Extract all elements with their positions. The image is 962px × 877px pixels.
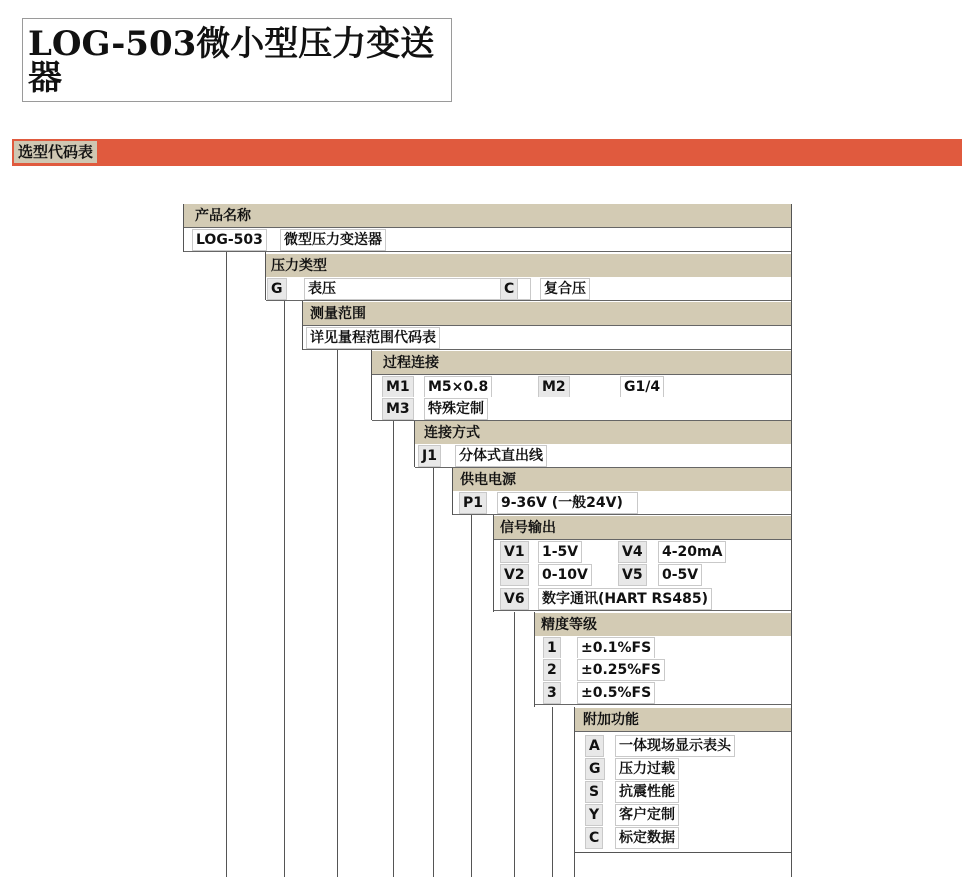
range-row: [303, 326, 791, 350]
j1-desc: 分体式直出线: [455, 445, 547, 467]
fa-code: A: [585, 735, 604, 757]
tree-line: [433, 467, 434, 877]
v5-code: V5: [618, 564, 647, 586]
accuracy-header-row: [535, 613, 791, 637]
pt-g-desc: 表压: [304, 278, 531, 300]
m1-desc: M5×0.8: [424, 376, 492, 398]
process-header-row: [372, 351, 791, 375]
pressure-type-header-row: [266, 254, 791, 278]
connection-header-row: [415, 421, 791, 445]
tree-line: [471, 515, 472, 877]
page-title: LOG-503微小型压力变送器: [28, 24, 435, 98]
product-code: LOG-503: [192, 229, 267, 251]
v2-code: V2: [500, 564, 529, 586]
fg-code: G: [585, 758, 605, 780]
product-header: 产品名称: [195, 208, 251, 224]
a2-code: 2: [543, 659, 561, 681]
product-desc: 微型压力变送器: [280, 229, 386, 251]
extra-row-y: [575, 803, 791, 827]
a2-desc: ±0.25%FS: [577, 659, 665, 681]
range-header: 测量范围: [310, 306, 366, 322]
pressure-type-header: 压力类型: [271, 258, 327, 274]
power-row: [453, 491, 791, 515]
fs-code: S: [585, 781, 603, 803]
signal-header: 信号输出: [500, 520, 556, 536]
range-header-row: [303, 302, 791, 326]
v1-desc: 1-5V: [538, 541, 582, 563]
p1-desc: 9-36V (一般24V): [497, 492, 638, 514]
extra-header-row: [575, 708, 791, 732]
a1-desc: ±0.1%FS: [577, 637, 655, 659]
v6-desc: 数字通讯(HART RS485): [538, 588, 712, 610]
process-row-2: [372, 397, 791, 421]
pt-c-code: C: [500, 278, 518, 300]
v1-code: V1: [500, 541, 529, 563]
j1-code: J1: [418, 445, 441, 467]
fa-desc: 一体现场显示表头: [615, 735, 735, 757]
v2-desc: 0-10V: [538, 564, 592, 586]
a1-code: 1: [543, 637, 561, 659]
m3-code: M3: [382, 398, 414, 420]
accuracy-row-1: [535, 636, 791, 660]
v6-code: V6: [500, 588, 529, 610]
tree-line: [337, 350, 338, 877]
extra-row-g: [575, 757, 791, 781]
accuracy-row-2: [535, 658, 791, 682]
tree-line: [514, 612, 515, 877]
signal-row-2: [494, 563, 791, 587]
fg-desc: 压力过载: [615, 758, 679, 780]
signal-header-row: [494, 516, 791, 540]
a3-desc: ±0.5%FS: [577, 682, 655, 704]
signal-row-3: [494, 587, 791, 611]
accuracy-row-3: [535, 681, 791, 705]
title-box: [22, 18, 452, 102]
tree-line: [393, 420, 394, 877]
v4-code: V4: [618, 541, 647, 563]
fc-desc: 标定数据: [615, 827, 679, 849]
extra-row-c: [575, 826, 791, 850]
range-desc: 详见量程范围代码表: [306, 327, 440, 349]
connection-row: [415, 444, 791, 468]
tree-line: [552, 707, 553, 877]
m3-desc: 特殊定制: [424, 398, 488, 420]
accuracy-header: 精度等级: [541, 617, 597, 633]
p1-code: P1: [459, 492, 487, 514]
product-row: [184, 228, 791, 252]
extra-header: 附加功能: [583, 712, 639, 728]
tree-line: [284, 300, 285, 877]
fc-code: C: [585, 827, 603, 849]
tree-line: [791, 204, 792, 877]
pt-c-desc: 复合压: [540, 278, 590, 300]
extra-row-s: [575, 780, 791, 804]
connection-header: 连接方式: [424, 425, 480, 441]
signal-row-1: [494, 540, 791, 564]
pt-g-code: G: [267, 278, 287, 300]
tree-line: [226, 252, 227, 877]
fs-desc: 抗震性能: [615, 781, 679, 803]
a3-code: 3: [543, 682, 561, 704]
m2-code: M2: [538, 376, 570, 398]
section-label: 选型代码表: [14, 141, 97, 163]
tree-line: [574, 852, 791, 853]
fy-desc: 客户定制: [615, 804, 679, 826]
pressure-type-row: [266, 277, 791, 301]
m1-code: M1: [382, 376, 414, 398]
process-row-1: [372, 375, 791, 399]
section-banner: [12, 139, 962, 166]
v4-desc: 4-20mA: [658, 541, 726, 563]
power-header-row: [453, 468, 791, 492]
fy-code: Y: [585, 804, 603, 826]
extra-row-a: [575, 734, 791, 758]
process-header: 过程连接: [383, 355, 439, 371]
power-header: 供电电源: [460, 472, 516, 488]
v5-desc: 0-5V: [658, 564, 702, 586]
m2-desc: G1/4: [620, 376, 664, 398]
product-header-row: [184, 204, 791, 228]
